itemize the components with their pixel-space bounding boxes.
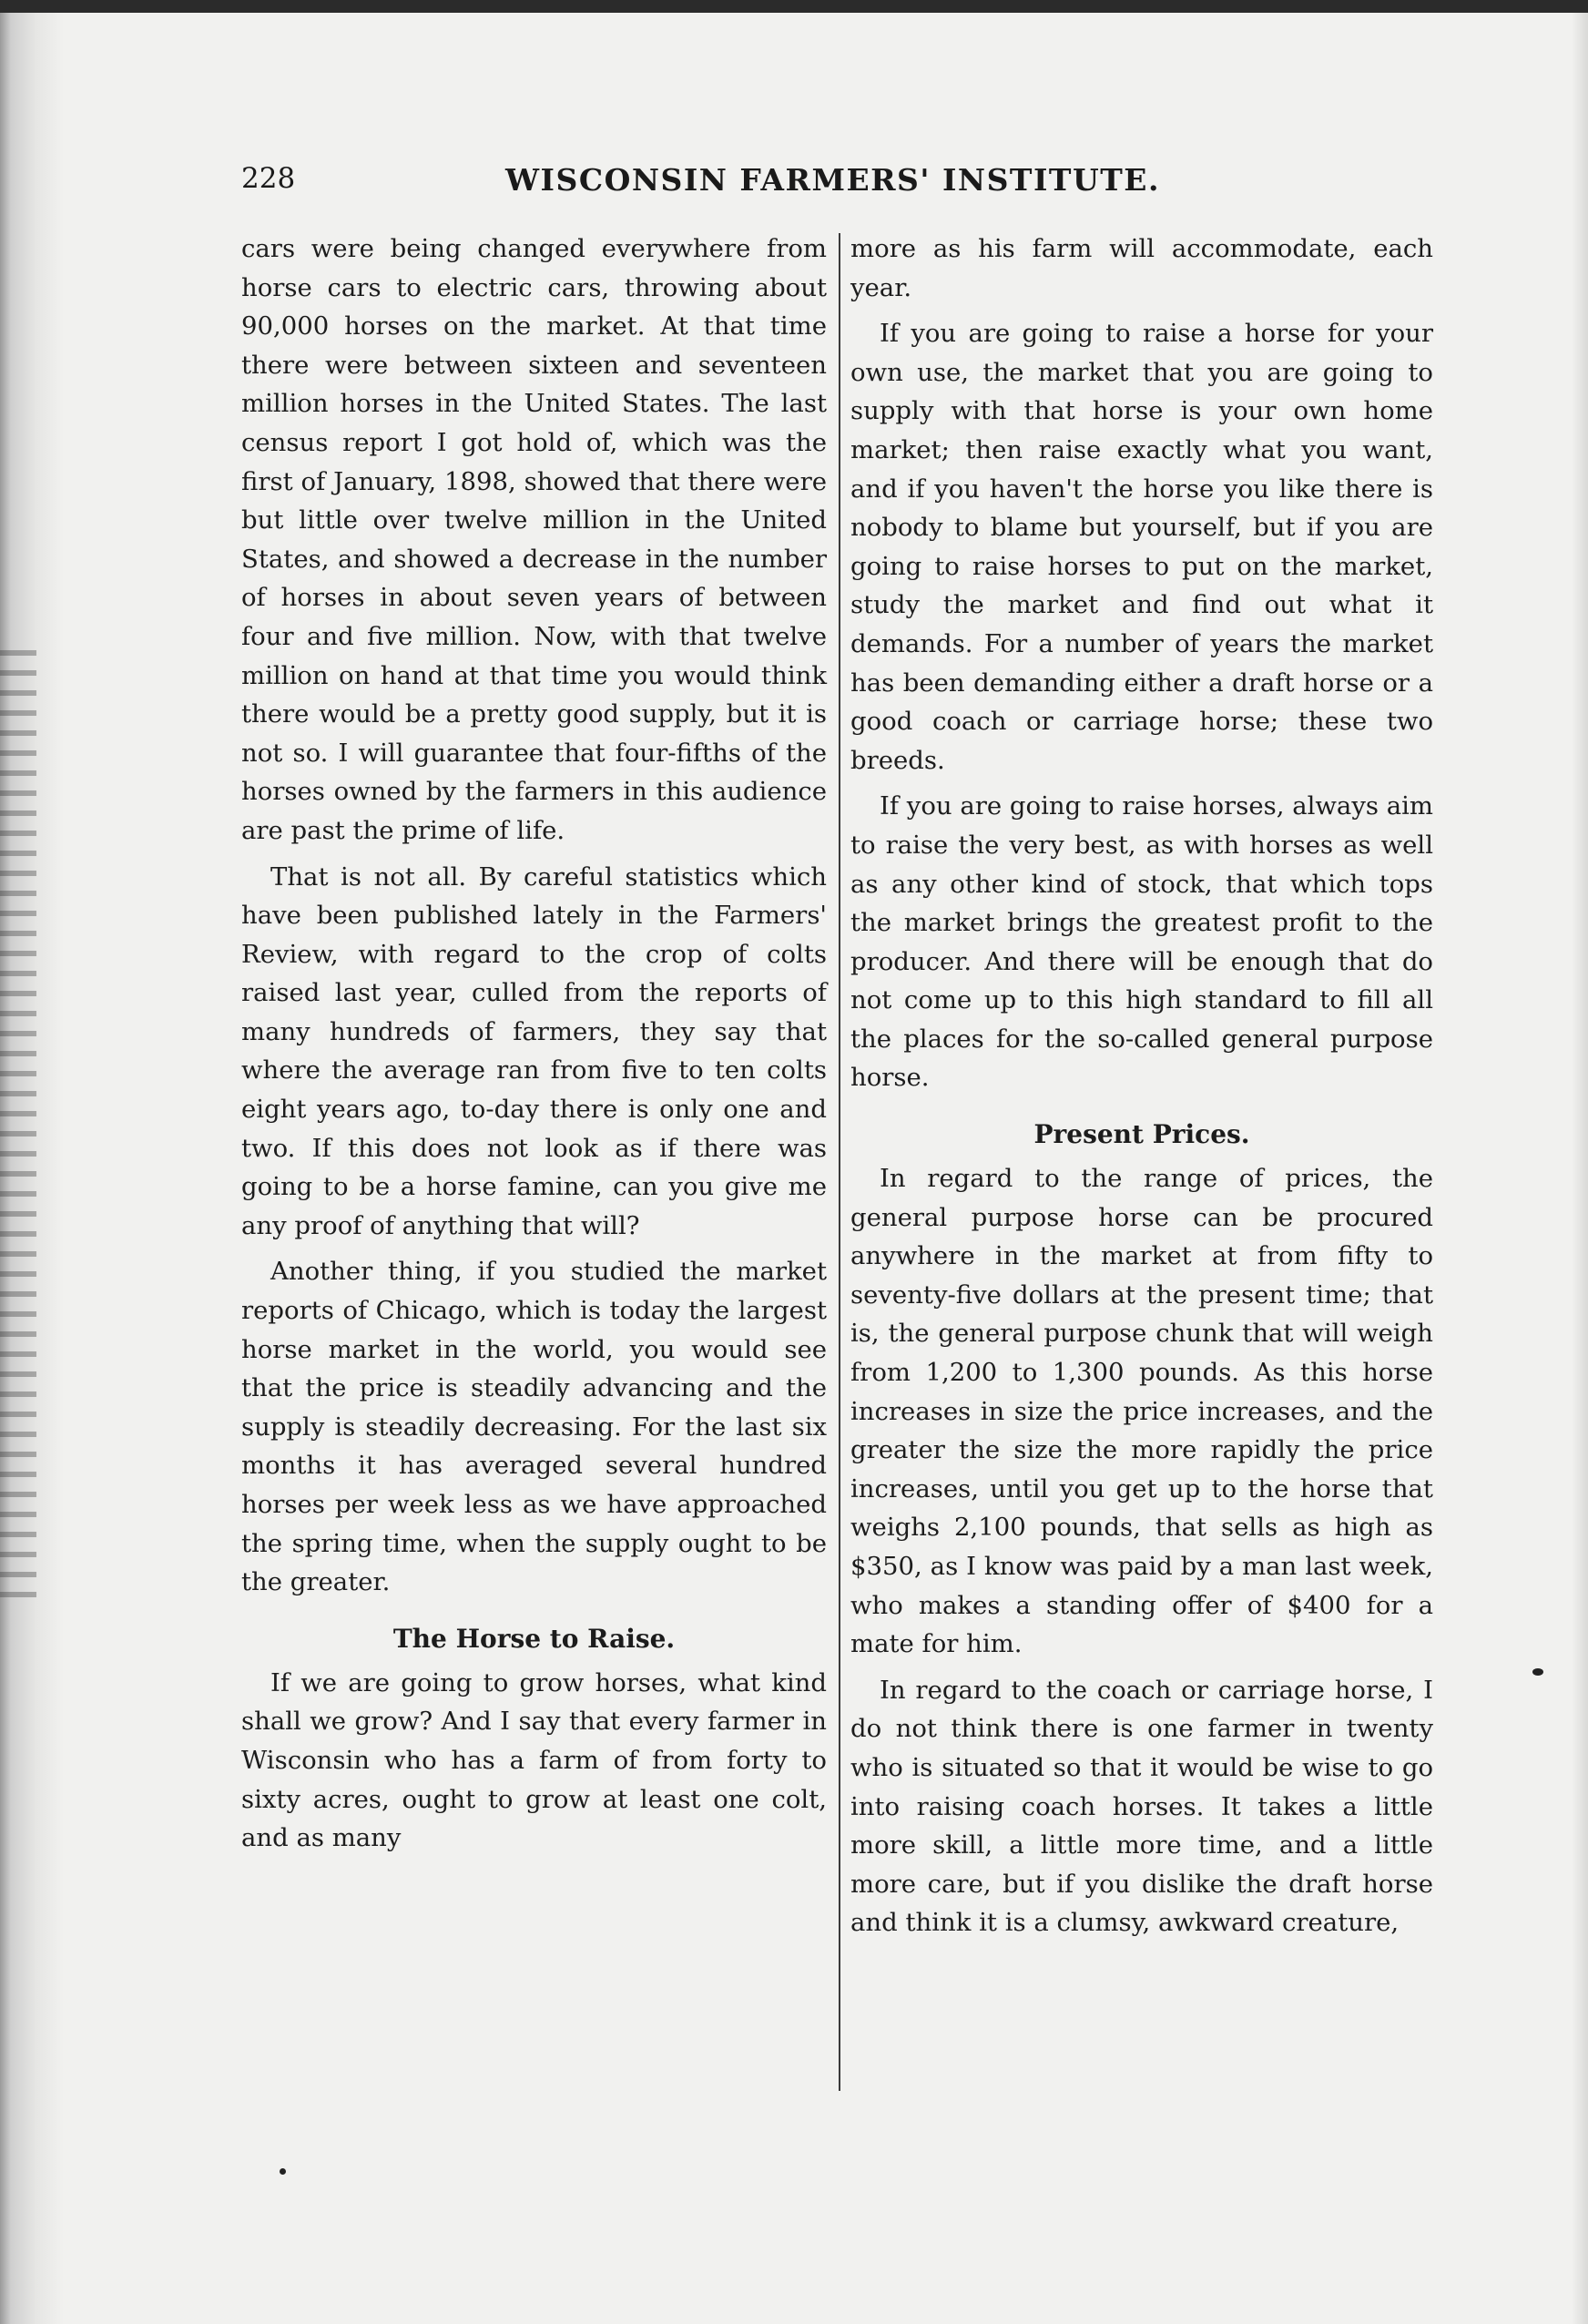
column-divider	[839, 233, 840, 2091]
paragraph: That is not all. By careful statistics which have been published lately in the Farmers' Review, with regard to the crop of colts raised last year, culled from the reports of many hundreds of farmers, they say that where the average ran from five to ten colts eight years ago, to-day there is only one and two. If this does not look as if there was going to be a horse famine, can you give me any proof of anything that will?	[241, 861, 827, 1240]
spine-binding-marks	[0, 650, 36, 1606]
section-heading-horse-to-raise: The Horse to Raise.	[392, 1623, 676, 1654]
right-column	[850, 229, 1433, 1950]
paragraph: more as his farm will accommodate, each year.	[850, 234, 1433, 302]
ink-speck	[1532, 1668, 1543, 1676]
scan-top-edge	[0, 0, 1588, 13]
paragraph: In regard to the range of prices, the general purpose horse can be procured anywhere in the market at from fifty to seventy-five dollars at the present time; that is, the general purpose chunk that will weigh from 1,200 to 1,300 pounds. As this horse increases in size the price increases, and the greater the size the more rapidly the price increases, until you get up to the horse that weighs 2,100 pounds, that sells as high as $350, as I know was paid by a man last week, who makes a standing offer of $400 for a mate for him.	[850, 1164, 1433, 1659]
running-header	[241, 162, 1443, 208]
page-right-edge	[1572, 13, 1588, 2324]
section-heading-present-prices: Present Prices.	[1033, 1119, 1250, 1150]
paragraph: In regard to the coach or carriage horse, I do not think there is one farmer in twenty who is situated so that it would be wise to go into raising coach horses. It takes a little more skill, a little more time, and a little more care, but if you dislike the draft horse and think it is a clumsy, awkward creature,	[850, 1675, 1433, 1938]
ink-speck	[280, 2168, 286, 2175]
left-column	[241, 229, 827, 1865]
page-number: 228	[241, 162, 296, 195]
paragraph: If you are going to raise a horse for your own use, the market that you are going to supply with that horse is your own home market; then raise exactly what you want, and if you haven't the horse you like there is nobody to blame but yourself, but if you are going to raise horses to put on the market, study the market and find out what it demands. For a number of years the market has been demanding either a draft horse or a good coach or carriage horse; these two breeds.	[850, 319, 1433, 775]
paragraph: If you are going to raise horses, always aim to raise the very best, as with horses as well as any other kind of stock, that which tops the market brings the greatest profit to the producer. And there will be enough that do not come up to this high standard to fill all the places for the so-called general purpose horse.	[850, 791, 1433, 1093]
running-title: WISCONSIN FARMERS' INSTITUTE.	[505, 162, 1160, 198]
book-spine-shadow	[0, 13, 64, 2324]
paragraph: cars were being changed everywhere from horse cars to electric cars, throwing about 90,000 horses on the market. At that time there were between sixteen and seventeen million horses in the United States. The last census report I got hold of, which was the first of January, 1898, showed that there were but little over twelve million in the United States, and showed a decrease in the number of horses in about seven years of between four and five million. Now, with that twelve million on hand at that time you would think there would be a pretty good supply, but it is not so. I will guarantee that four-fifths of the horses owned by the farmers in this audience are past the prime of life.	[241, 234, 827, 845]
paragraph: Another thing, if you studied the market reports of Chicago, which is today the largest horse market in the world, you would see that the price is steadily advancing and the supply is steadily decreasing. For the last six months it has averaged several hundred horses per week less as we have approached the spring time, when the supply ought to be the greater.	[241, 1257, 827, 1597]
paragraph: If we are going to grow horses, what kind shall we grow? And I say that every farmer in Wisconsin who has a farm of from forty to sixty acres, ought to grow at least one colt, and as many	[241, 1667, 827, 1853]
